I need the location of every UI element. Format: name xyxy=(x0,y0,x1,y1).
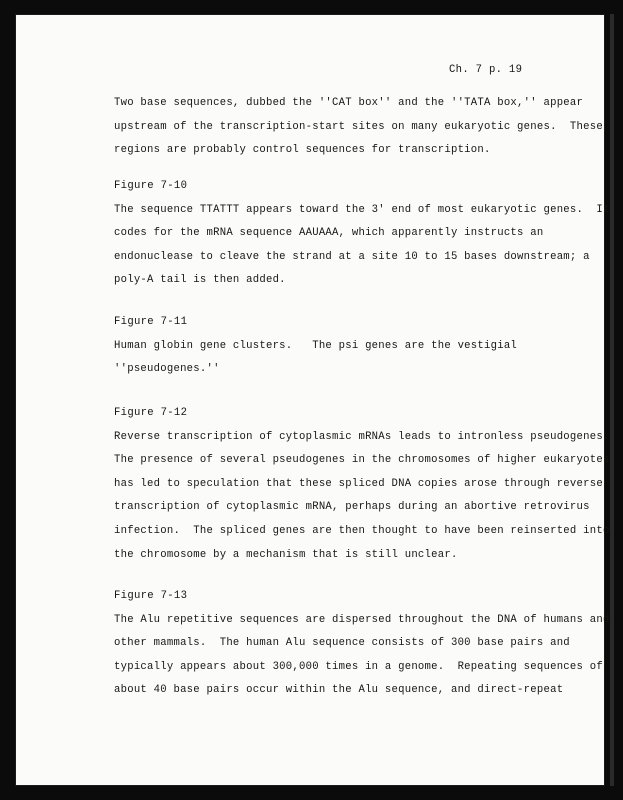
page-edge-shadow xyxy=(610,14,614,786)
text-line: regions are probably control sequences for transcription. xyxy=(114,144,491,157)
figure-7-13-caption xyxy=(114,585,610,703)
text-line: upstream of the transcription-start sites on many eukaryotic genes. These xyxy=(114,120,603,133)
text-line: infection. The spliced genes are then thought to have been reinserted into xyxy=(114,524,610,537)
text-line: typically appears about 300,000 times in a genome. Repeating sequences of xyxy=(114,660,603,673)
text-line: transcription of cytoplasmic mRNA, perhaps during an abortive retrovirus xyxy=(114,501,590,514)
figure-heading: Figure 7-12 xyxy=(114,407,188,419)
text-line: endonuclease to cleave the strand at a site 10 to 15 bases downstream; a xyxy=(114,250,590,263)
document-page xyxy=(15,14,610,786)
text-line: ''pseudogenes.'' xyxy=(114,363,220,376)
text-line: codes for the mRNA sequence AAUAAA, which apparently instructs an xyxy=(114,227,544,240)
text-line: other mammals. The human Alu sequence consists of 300 base pairs and xyxy=(114,637,570,650)
typed-text-area xyxy=(15,14,610,786)
text-line: Reverse transcription of cytoplasmic mRNAs leads to intronless pseudogenes. xyxy=(114,430,610,443)
text-line: about 40 base pairs occur within the Alu sequence, and direct-repeat xyxy=(114,684,564,697)
page-header: Ch. 7 p. 19 xyxy=(449,64,523,76)
text-line: has led to speculation that these spliced DNA copies arose through reverse xyxy=(114,477,603,490)
text-line: The presence of several pseudogenes in the chromosomes of higher eukaryotes xyxy=(114,454,610,467)
figure-7-11-caption xyxy=(114,311,544,382)
text-line: The Alu repetitive sequences are dispersed throughout the DNA of humans and xyxy=(114,613,610,626)
text-line: poly-A tail is then added. xyxy=(114,274,286,287)
intro-paragraph xyxy=(114,92,603,163)
figure-heading: Figure 7-11 xyxy=(114,316,188,328)
figure-7-10-caption xyxy=(114,175,610,293)
figure-heading: Figure 7-10 xyxy=(114,180,188,192)
figure-7-12-caption xyxy=(114,402,610,567)
text-line: Two base sequences, dubbed the ''CAT box'' and the ''TATA box,'' appear xyxy=(114,97,584,109)
text-line: Human globin gene clusters. The psi genes are the vestigial xyxy=(114,339,518,352)
text-line: the chromosome by a mechanism that is still unclear. xyxy=(114,548,458,561)
text-line: The sequence TTATTT appears toward the 3' end of most eukaryotic genes. It xyxy=(114,203,610,216)
figure-heading: Figure 7-13 xyxy=(114,590,188,602)
